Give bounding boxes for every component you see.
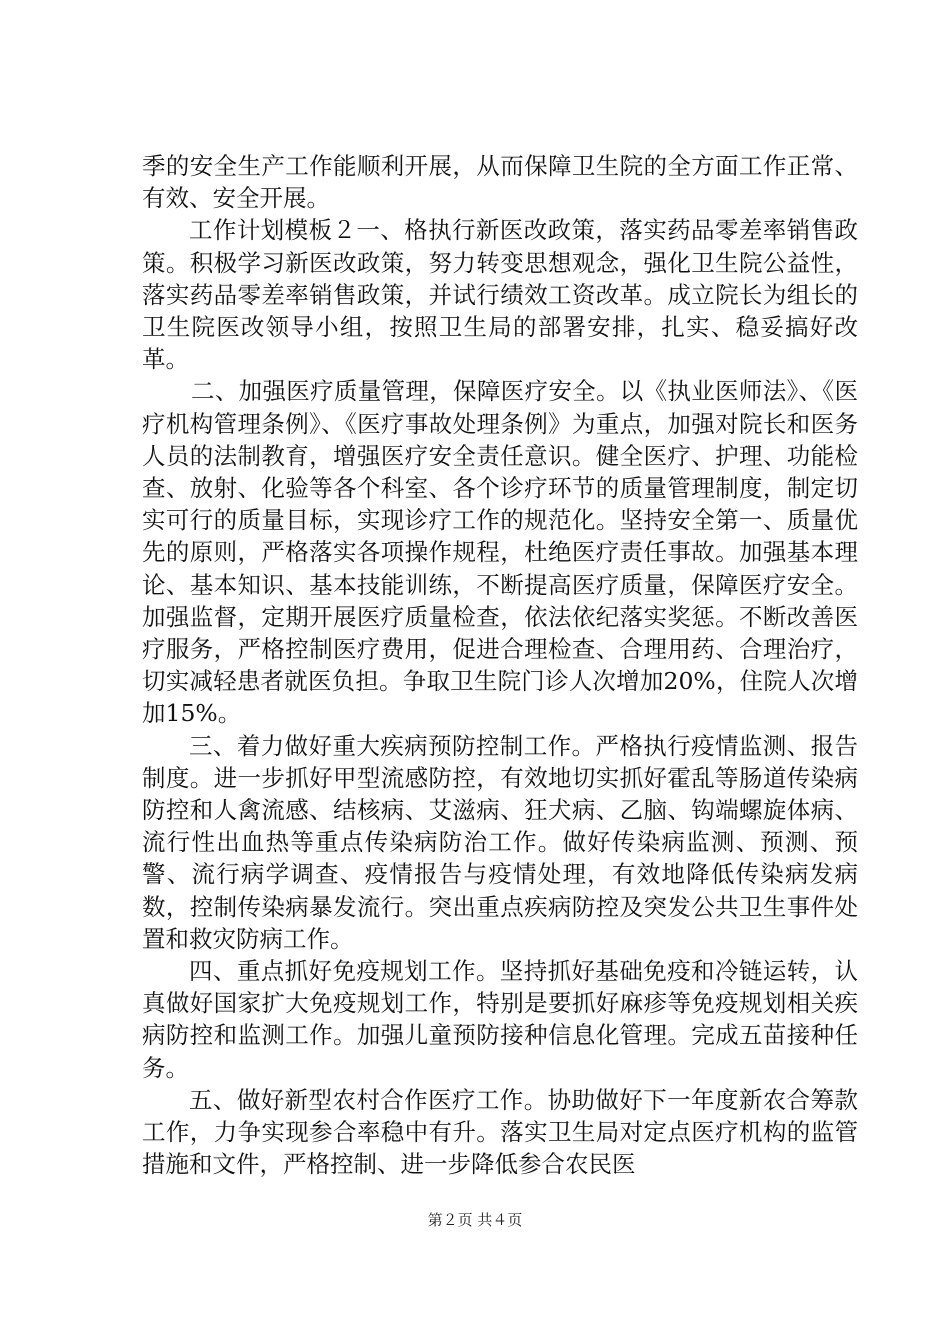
document-body	[142, 150, 858, 1181]
paragraph-item-3-disease-control: 三、着力做好重大疾病预防控制工作。严格执行疫情监测、报告制度。进一步抓好甲型流感防控，有效地切实抓好霍乱等肠道传染病防控和人禽流感、结核病、艾滋病、狂犬病、乙脑、钩端螺旋体病、流行性出血热等重点传染病防治工作。做好传染病监测、预测、预警、流行病学调查、疫情报告与疫情处理，有效地降低传染病发病数，控制传染病暴发流行。突出重点疾病防控及突发公共卫生事件处置和救灾防病工作。	[142, 731, 858, 953]
paragraph-template-2-item-1: 工作计划模板２一、格执行新医改政策，落实药品零差率销售政策。积极学习新医改政策，努力转变思想观念，强化卫生院公益性，落实药品零差率销售政策，并试行绩效工资改革。成立院长为组长的卫生院医改领导小组，按照卫生局的部署安排，扎实、稳妥搞好改革。	[142, 216, 858, 374]
paragraph-item-2-medical-quality: 二、加强医疗质量管理，保障医疗安全。以《执业医师法》、《医疗机构管理条例》、《医疗事故处理条例》为重点，加强对院长和医务人员的法制教育，增强医疗安全责任意识。健全医疗、护理、功能检查、放射、化验等各个科室、各个诊疗环节的质量管理制度，制定切实可行的质量目标，实现诊疗工作的规范化。坚持安全第一、质量优先的原则，严格落实各项操作规程，杜绝医疗责任事故。加强基本理论、基本知识、基本技能训练，不断提高医疗质量，保障医疗安全。加强监督，定期开展医疗质量检查，依法依纪落实奖惩。不断改善医疗服务，严格控制医疗费用，促进合理检查、合理用药、合理治疗，切实减轻患者就医负担。争取卫生院门诊人次增加20%，住院人次增加15%。	[142, 377, 858, 728]
paragraph-item-4-immunization: 四、重点抓好免疫规划工作。坚持抓好基础免疫和冷链运转，认真做好国家扩大免疫规划工作，特别是要抓好麻疹等免疫规划相关疾病防控和监测工作。加强儿童预防接种信息化管理。完成五苗接种任务。	[142, 957, 858, 1082]
paragraph-item-5-rural-cooperative-medical: 五、做好新型农村合作医疗工作。协助做好下一年度新农合筹款工作，力争实现参合率稳中有升。落实卫生局对定点医疗机构的监管措施和文件，严格控制、进一步降低参合农民医	[142, 1085, 858, 1179]
page-number-footer: 第２页 共４页	[427, 1211, 523, 1229]
paragraph-continuation: 季的安全生产工作能顺利开展，从而保障卫生院的全方面工作正常、有效、安全开展。	[142, 152, 858, 213]
